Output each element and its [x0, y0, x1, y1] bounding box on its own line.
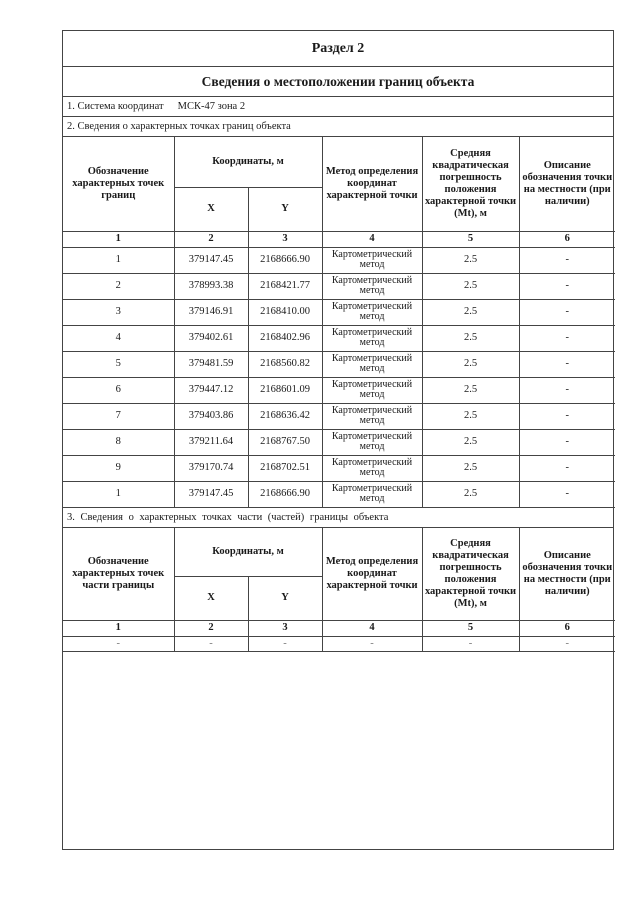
error: 2.5 [422, 299, 519, 325]
method: Картометрический метод [322, 403, 422, 429]
error: 2.5 [422, 403, 519, 429]
header-point-designation: Обозначение характерных точек части границы [63, 528, 174, 621]
description: - [519, 377, 615, 403]
error: 2.5 [422, 455, 519, 481]
point-id: 2 [63, 273, 174, 299]
coord-x: 379402.61 [174, 325, 248, 351]
coord-y: 2168560.82 [248, 351, 322, 377]
description: - [519, 429, 615, 455]
description: - [519, 247, 615, 273]
table-row [63, 455, 615, 481]
empty-cell: - [422, 637, 519, 652]
table-row [63, 481, 615, 507]
coord-y: 2168666.90 [248, 481, 322, 507]
empty-cell: - [519, 637, 615, 652]
header-coordinates: Координаты, м [174, 528, 322, 577]
column-number-row [63, 231, 615, 247]
coord-y: 2168410.00 [248, 299, 322, 325]
part-boundary-caption: 3. Сведения о характерных точках части (частей) границы объекта [63, 508, 613, 528]
coord-x: 379147.45 [174, 481, 248, 507]
column-number: 3 [248, 621, 322, 637]
coord-x: 379403.86 [174, 403, 248, 429]
table-row [63, 377, 615, 403]
header-error: Средняя квадратическая погрешность положения характерной точки (Mt), м [422, 528, 519, 621]
boundary-points-caption: 2. Сведения о характерных точках границ объекта [63, 117, 613, 137]
table-row [63, 325, 615, 351]
coord-x: 379170.74 [174, 455, 248, 481]
table-row [63, 403, 615, 429]
header-x: X [174, 187, 248, 231]
coord-x: 379211.64 [174, 429, 248, 455]
coord-x: 379147.45 [174, 247, 248, 273]
method: Картометрический метод [322, 273, 422, 299]
coord-x: 379146.91 [174, 299, 248, 325]
column-number: 4 [322, 231, 422, 247]
method: Картометрический метод [322, 481, 422, 507]
point-id: 6 [63, 377, 174, 403]
empty-cell: - [63, 637, 174, 652]
empty-cell: - [174, 637, 248, 652]
method: Картометрический метод [322, 455, 422, 481]
description: - [519, 273, 615, 299]
coord-x: 378993.38 [174, 273, 248, 299]
method: Картометрический метод [322, 429, 422, 455]
coordinate-system-value: МСК-47 зона 2 [177, 101, 246, 112]
point-id: 5 [63, 351, 174, 377]
header-description: Описание обозначения точки на местности (при наличии) [519, 528, 615, 621]
document-title: Сведения о местоположении границ объекта [63, 67, 613, 97]
point-id: 1 [63, 247, 174, 273]
table-row [63, 299, 615, 325]
column-number: 5 [422, 621, 519, 637]
document-frame [62, 30, 614, 850]
table-row [63, 637, 615, 652]
empty-cell: - [248, 637, 322, 652]
error: 2.5 [422, 247, 519, 273]
error: 2.5 [422, 351, 519, 377]
description: - [519, 455, 615, 481]
column-number: 1 [63, 621, 174, 637]
table-row [63, 273, 615, 299]
header-point-designation: Обозначение характерных точек границ [63, 137, 174, 231]
point-id: 9 [63, 455, 174, 481]
column-number-row [63, 621, 615, 637]
coord-x: 379481.59 [174, 351, 248, 377]
column-number: 4 [322, 621, 422, 637]
boundary-points-table [63, 137, 615, 508]
point-id: 3 [63, 299, 174, 325]
method: Картометрический метод [322, 351, 422, 377]
header-description: Описание обозначения точки на местности (при наличии) [519, 137, 615, 231]
point-id: 4 [63, 325, 174, 351]
section-heading: Раздел 2 [63, 31, 613, 67]
table-row [63, 247, 615, 273]
description: - [519, 351, 615, 377]
method: Картометрический метод [322, 247, 422, 273]
table-row [63, 429, 615, 455]
method: Картометрический метод [322, 299, 422, 325]
description: - [519, 325, 615, 351]
error: 2.5 [422, 377, 519, 403]
table-row [63, 351, 615, 377]
method: Картометрический метод [322, 377, 422, 403]
coord-y: 2168402.96 [248, 325, 322, 351]
method: Картометрический метод [322, 325, 422, 351]
column-number: 6 [519, 231, 615, 247]
header-y: Y [248, 577, 322, 621]
header-method: Метод определения координат характерной точки [322, 528, 422, 621]
coord-y: 2168636.42 [248, 403, 322, 429]
description: - [519, 403, 615, 429]
coord-y: 2168666.90 [248, 247, 322, 273]
coord-y: 2168702.51 [248, 455, 322, 481]
description: - [519, 299, 615, 325]
column-number: 2 [174, 231, 248, 247]
coordinate-system-label: 1. Система координат [67, 101, 164, 112]
coord-y: 2168421.77 [248, 273, 322, 299]
point-id: 7 [63, 403, 174, 429]
column-number: 5 [422, 231, 519, 247]
header-method: Метод определения координат характерной точки [322, 137, 422, 231]
description: - [519, 481, 615, 507]
point-id: 1 [63, 481, 174, 507]
column-number: 2 [174, 621, 248, 637]
error: 2.5 [422, 273, 519, 299]
coord-y: 2168767.50 [248, 429, 322, 455]
part-boundary-table [63, 528, 615, 653]
column-number: 6 [519, 621, 615, 637]
header-y: Y [248, 187, 322, 231]
empty-cell: - [322, 637, 422, 652]
error: 2.5 [422, 429, 519, 455]
header-x: X [174, 577, 248, 621]
point-id: 8 [63, 429, 174, 455]
column-number: 1 [63, 231, 174, 247]
coord-x: 379447.12 [174, 377, 248, 403]
header-error: Средняя квадратическая погрешность положения характерной точки (Mt), м [422, 137, 519, 231]
header-coordinates: Координаты, м [174, 137, 322, 187]
error: 2.5 [422, 325, 519, 351]
coord-y: 2168601.09 [248, 377, 322, 403]
error: 2.5 [422, 481, 519, 507]
column-number: 3 [248, 231, 322, 247]
coordinate-system-line [63, 97, 613, 117]
